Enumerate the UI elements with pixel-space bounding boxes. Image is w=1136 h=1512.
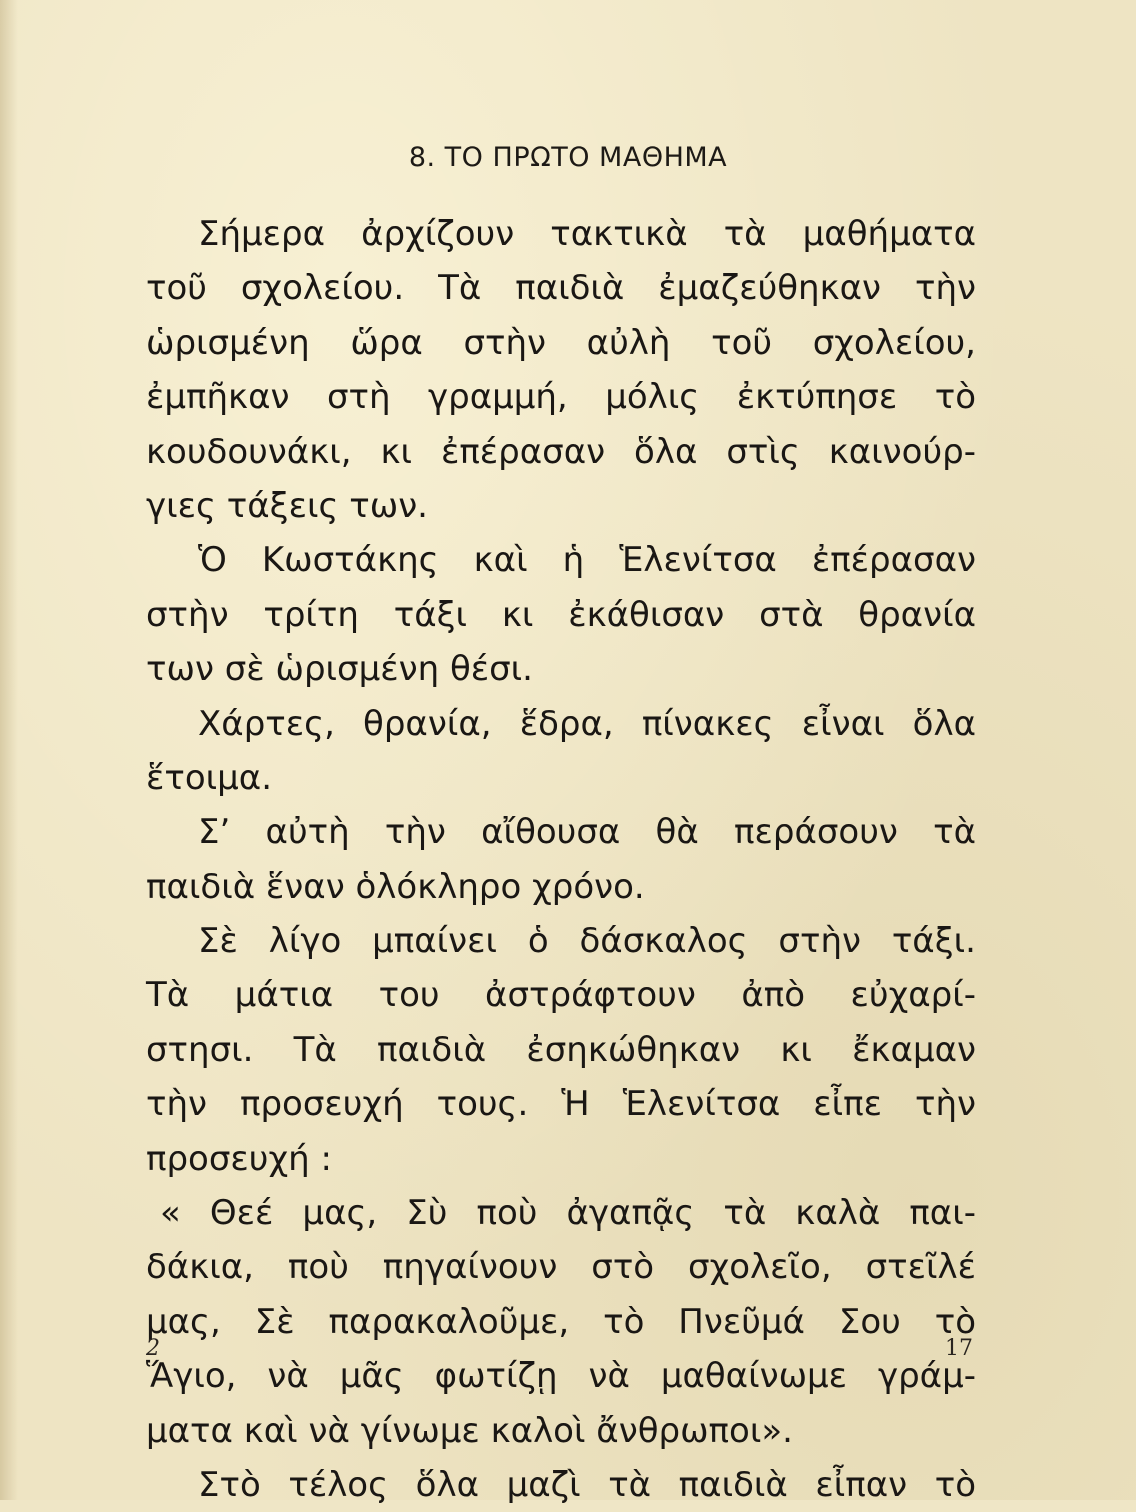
text-line: Τὰ μάτια του ἀστράφτουν ἀπὸ εὐχαρί- [146, 975, 976, 1016]
text-line: Σὲ λίγο μπαίνει ὁ δάσκαλος στὴν τάξι. [198, 921, 976, 962]
text-line: Στὸ τέλος ὅλα μαζὶ τὰ παιδιὰ εἶπαν τὸ [198, 1464, 976, 1505]
text-line: των σὲ ὡρισμένη θέσι. [146, 649, 533, 690]
text-line: ἐμπῆκαν στὴ γραμμή, μόλις ἐκτύπησε τὸ [146, 377, 976, 418]
chapter-title: 8. ΤΟ ΠΡΩΤΟ ΜΑΘΗΜΑ [408, 142, 728, 173]
page-number: 17 [945, 1336, 973, 1361]
text-line: ἕτοιμα. [146, 757, 273, 798]
text-line: παιδιὰ ἕναν ὁλόκληρο χρόνο. [146, 866, 645, 907]
text-line: τοῦ σχολείου. Τὰ παιδιὰ ἐμαζεύθηκαν τὴν [146, 268, 976, 309]
text-line: Ἅγιο, νὰ μᾶς φωτίζῃ νὰ μαθαίνωμε γράμ- [146, 1356, 976, 1397]
text-line: στησι. Τὰ παιδιὰ ἐσηκώθηκαν κι ἔκαμαν [146, 1029, 976, 1070]
text-line: ὡρισμένη ὥρα στὴν αὐλὴ τοῦ σχολείου, [146, 322, 976, 363]
text-line: Χάρτες, θρανία, ἕδρα, πίνακες εἶναι ὅλα [198, 703, 976, 744]
text-line: Ὁ Κωστάκης καὶ ἡ Ἑλενίτσα ἐπέρασαν [198, 540, 976, 581]
text-line: Σ’ αὐτὴ τὴν αἴθουσα θὰ περάσουν τὰ [198, 812, 976, 853]
text-line: τὴν προσευχή τους. Ἡ Ἑλενίτσα εἶπε τὴν [146, 1084, 976, 1125]
text-line: « Θεέ μας, Σὺ ποὺ ἀγαπᾷς τὰ καλὰ παι- [160, 1193, 976, 1234]
text-line: δάκια, ποὺ πηγαίνουν στὸ σχολεῖο, στεῖλέ [146, 1247, 976, 1288]
text-line: ματα καὶ νὰ γίνωμε καλοὶ ἄνθρωποι». [146, 1410, 793, 1451]
page-gutter-shadow [0, 0, 18, 1500]
body-text [146, 207, 976, 1512]
text-line: στὴν τρίτη τάξι κι ἐκάθισαν στὰ θρανία [146, 594, 976, 635]
signature-mark: 2 [146, 1336, 160, 1361]
text-line: γιες τάξεις των. [146, 485, 428, 526]
text-line: Σήμερα ἀρχίζουν τακτικὰ τὰ μαθήματα [198, 214, 976, 254]
text-line: προσευχή : [146, 1138, 332, 1179]
text-line: μας, Σὲ παρακαλοῦμε, τὸ Πνεῦμά Σου τὸ [146, 1301, 976, 1342]
text-line: κουδουνάκι, κι ἐπέρασαν ὅλα στὶς καινούρ- [146, 431, 976, 472]
